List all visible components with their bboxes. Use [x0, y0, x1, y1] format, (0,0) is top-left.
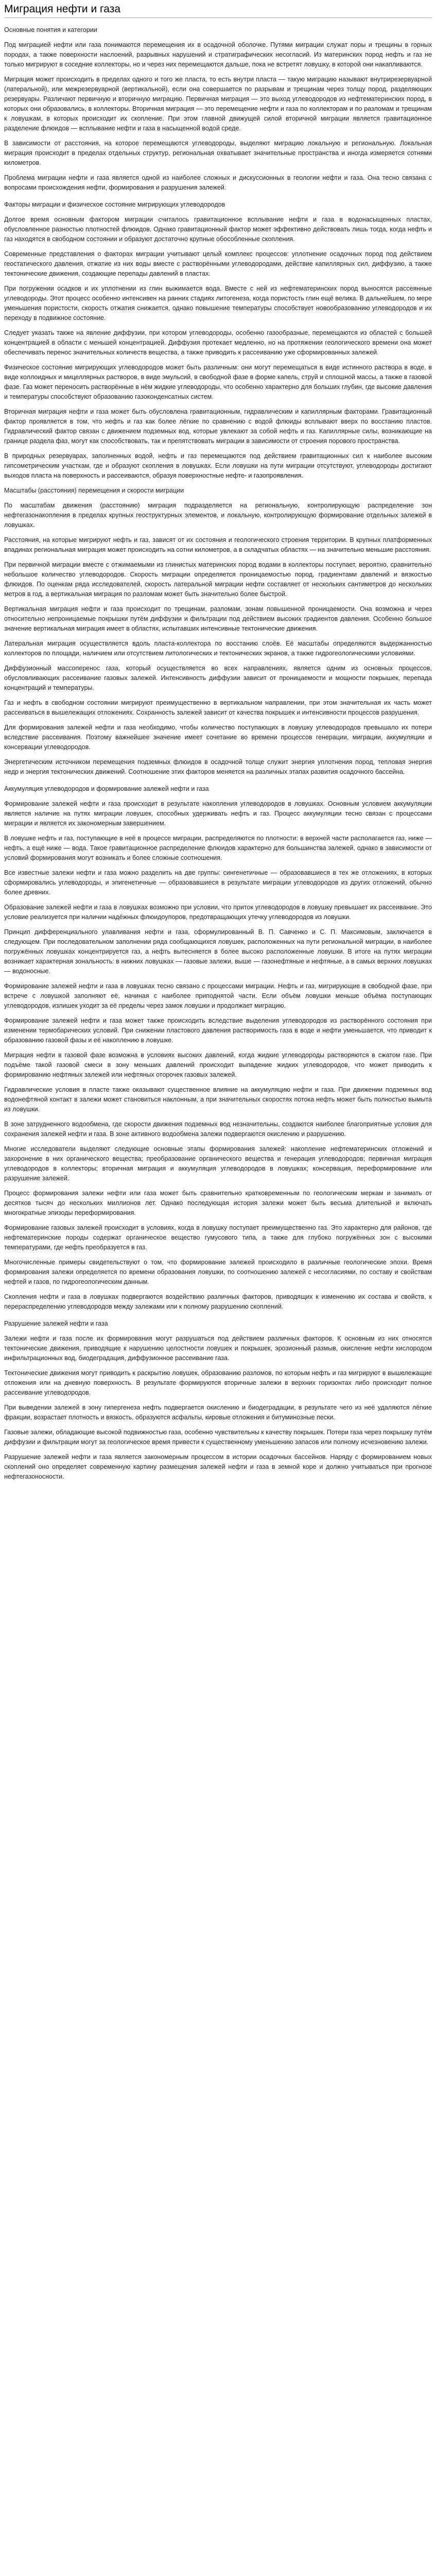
paragraph: Миграция нефти в газовой фазе возможна в условиях высоких давлений, когда жидкие углеводороды растворяются в сжатом газе. При подъёме такой газовой смеси в зону меньших давлений происходит выпадение жидких углеводородов, что может приводить к формированию нефтяных залежей или нефтяных оторочек газовых залежей. [4, 1052, 432, 1078]
paragraph: Образование залежей нефти и газа в ловушках возможно при условии, что приток углеводородов в ловушку превышает их рассеивание. Это условие реализуется при наличии надёжных флюидоупоров, предотвращающих утечку углеводородов из ловушки. [4, 904, 432, 921]
paragraph: Вертикальная миграция нефти и газа происходит по трещинам, разломам, зонам повышенной проницаемости. Она возможна и через относительно непроницаемые покрышки путём диффузии и фильтрации под действием высоких градиентов давления. Особенно большое значение вертикальная миграция имеет в областях, испытавших интенсивные тектонические движения. [4, 605, 432, 632]
paragraph: Разрушение залежей нефти и газа является закономерным процессом в истории осадочных бассейнов. Наряду с формированием новых скоплений оно определяет современную картину размещения залежей нефти и газа в земной коре и должно учитываться при прогнозе нефтегазоносности. [4, 1453, 432, 1480]
paragraph: Залежи нефти и газа после их формирования могут разрушаться под действием различных факторов. К основным из них относятся тектонические движения, приводящие к нарушению целостности ловушек и покрышек, эрозионный размыв, окисление нефти кислородом инфильтрационных вод, биодеградация, диффузионное рассеивание газа. [4, 1335, 432, 1362]
paragraph: Формирование газовых залежей происходит в условиях, когда в ловушку поступает преимущественно газ. Это характерно для районов, где нефтематеринские породы содержат органическое вещество гумусового типа, а также для глубоко погружённых зон с высокими температурами, где нефть преобразуется в газ. [4, 1224, 432, 1251]
paragraph: В ловушке нефть и газ, поступающие в неё в процессе миграции, распределяются по плотности: в верхней части располагается газ, ниже — нефть, а ещё ниже — вода. Такое гравитационное распределение флюидов характерно для большинства залежей, однако в зависимости от условий формирования могут возникать и более сложные соотношения. [4, 835, 432, 861]
section-heading: Разрушение залежей нефти и газа [4, 1320, 108, 1327]
paragraph: Газ и нефть в свободном состоянии мигрируют преимущественно в вертикальном направлении, при этом значительная их часть может рассеиваться в вышележащих отложениях. Сохранность залежей зависит от качества покрышек и интенсивности процессов разрушения. [4, 699, 432, 716]
paragraph: Газовые залежи, обладающие высокой подвижностью газа, особенно чувствительны к качеству покрышек. Потери газа через покрышку путём диффузии и фильтрации могут за геологическое время привести к существенному уменьшению запасов или полному исчезновению залежи. [4, 1429, 432, 1446]
paragraph: Энергетическим источником перемещения подземных флюидов в осадочной толще служит энергия уплотнения пород, тепловая энергия недр и энергия тектонических движений. Соотношение этих факторов меняется на различных этапах развития осадочного бассейна. [4, 758, 432, 775]
page-title: Миграция нефти и газа [4, 3, 432, 18]
paragraph: Процесс формирования залежи нефти или газа может быть сравнительно кратковременным по геологическим меркам и занимать от десятков тысяч до нескольких миллионов лет. Однако последующая история залежи может быть весьма длительной и включать многократные эпизоды переформирования. [4, 1190, 432, 1216]
paragraph: Скопления нефти и газа в ловушках подвергаются воздействию различных факторов, приводящих к изменению их состава и свойств, к перераспределению углеводородов между залежами или к полному разрушению скоплений. [4, 1293, 432, 1310]
paragraph: Латеральная миграция осуществляется вдоль пласта-коллектора по восстанию слоёв. Её масштабы определяются выдержанностью коллекторов по площади, наличием или отсутствием литологических и тектонических экранов, а также гидрогеологическими условиями. [4, 640, 432, 657]
paragraph: Все известные залежи нефти и газа можно разделить на две группы: сингенетичные — образовавшиеся в тех же отложениях, в которых сформировались углеводороды, и эпигенетичные — образовавшиеся в результате миграции углеводородов из других отложений, обычно более древних. [4, 869, 432, 896]
section-heading: Аккумуляция углеводородов и формирование залежей нефти и газа [4, 785, 209, 792]
paragraph: Тектонические движения могут приводить к раскрытию ловушек, образованию разломов, по которым нефть и газ мигрируют в вышележащие отложения или на дневную поверхность. В результате формируются вторичные залежи в верхних горизонтах либо происходит полное рассеивание углеводородов. [4, 1369, 432, 1396]
paragraph: Расстояния, на которые мигрируют нефть и газ, зависят от их состояния и геологического строения территории. В крупных платформенных впадинах региональная миграция может происходить на сотни километров, а в складчатых областях — на значительно меньшие расстояния. [4, 536, 432, 553]
paragraph: Диффузионный массоперенос газа, который осуществляется во всех направлениях, является одним из основных процессов, обусловливающих рассеивание газовых залежей. Интенсивность диффузии зависит от проницаемости и мощности покрышек, перепада концентраций и температуры. [4, 665, 432, 691]
paragraph: Формирование залежей нефти и газа может также происходить вследствие выделения углеводородов из растворённого состояния при изменении термобарических условий. При снижении пластового давления растворимость газа в воде и нефти уменьшается, что приводит к образованию газовой фазы и её накоплению в ловушке. [4, 1017, 432, 1044]
article-content [4, 25, 432, 1482]
paragraph: Следует указать также на явление диффузии, при котором углеводороды, особенно газообразные, перемещаются из областей с большей концентрацией в области с меньшей концентрацией. Диффузия протекает медленно, но на протяжении геологического времени она может обеспечивать перенос значительных количеств вещества, а также приводить к рассеиванию уже сформированных залежей. [4, 329, 432, 356]
paragraph: Многие исследователи выделяют следующие основные этапы формирования залежей: накопление нефтематеринских отложений и захоронение в них органического вещества; преобразование органического вещества и генерация углеводородов; первичная миграция углеводородов в коллекторы; вторичная миграция и аккумуляция углеводородов в ловушках; консервация, переформирование или разрушение залежей. [4, 1145, 432, 1182]
paragraph: Для формирования залежей нефти и газа необходимо, чтобы количество поступающих в ловушку углеводородов превышало их потери вследствие рассеивания. Поэтому важнейшее значение имеет сочетание во времени процессов генерации, миграции, аккумуляции и консервации углеводородов. [4, 724, 432, 751]
paragraph: Под миграцией нефти или газа понимаются перемещения их в осадочной оболочке. Путями миграции служат поры и трещины в горных породах, а также поверхности наслоений, разрывных нарушений и стратиграфических несогласий. Из материнских пород нефть и газ не только мигрируют в соседние коллекторы, но и через них перемещаются дальше, пока не встретят ловушку, в которой они накапливаются. [4, 41, 432, 68]
paragraph: В природных резервуарах, заполненных водой, нефть и газ перемещаются под действием гравитационных сил к наиболее высоким гипсометрическим участкам, где и образуют скопления в ловушках. Если ловушки на пути миграции отсутствуют, углеводороды достигают выходов пласта на поверхность и рассеиваются, образуя поверхностные нефте- и газопроявления. [4, 452, 432, 479]
paragraph: Гидравлические условия в пласте также оказывают существенное влияние на аккумуляцию нефти и газа. При движении подземных вод водонефтяной контакт в залежи может становиться наклонным, а при значительных скоростях потока нефть может быть полностью вымыта из ловушки. [4, 1086, 432, 1113]
paragraph: Принцип дифференциального улавливания нефти и газа, сформулированный В. П. Савченко и С. П. Максимовым, заключается в следующем. При последовательном заполнении ряда сообщающихся ловушек, расположенных на пути региональной миграции, в наиболее погружённых ловушках концентрируется газ, а нефть вытесняется в более высоко расположенные ловушки. В итоге на путях миграции возникает характерная зональность: в нижних ловушках — газовые залежи, выше — газонефтяные и нефтяные, а в самых верхних ловушках — водоносные. [4, 928, 432, 975]
paragraph: В зоне затрудненного водообмена, где скорости движения подземных вод незначительны, создаются наиболее благоприятные условия для сохранения залежей нефти и газа. В зоне активного водообмена залежи подвергаются окислению и разрушению. [4, 1121, 432, 1138]
section-heading: Факторы миграции и физическое состояние мигрирующих углеводородов [4, 201, 225, 208]
paragraph: Проблема миграции нефти и газа является одной из наиболее сложных и дискуссионных в геологии нефти и газа. Она тесно связана с вопросами происхождения нефти, формирования и разрушения залежей. [4, 174, 432, 191]
paragraph: При выведении залежей в зону гипергенеза нефть подвергается окислению и биодеградации, в результате чего из неё удаляются лёгкие фракции, возрастает плотность и вязкость, образуются асфальты, кировые отложения и битуминозные пески. [4, 1404, 432, 1421]
paragraph: Современные представления о факторах миграции учитывают целый комплекс процессов: уплотнение осадочных пород под действием геостатического давления, отжатие из них воды вместе с растворёнными углеводородами, действие капиллярных сил, диффузию, а также тектонические движения, создающие перепады давлений в пластах. [4, 250, 432, 277]
paragraph: Формирование залежей нефти и газа происходит в результате накопления углеводородов в ловушках. Основным условием аккумуляции является наличие на путях миграции ловушек, способных удерживать нефть и газ. Процесс аккумуляции тесно связан с процессами миграции и является их закономерным завершением. [4, 800, 432, 827]
paragraph: Масштабы (расстояния) перемещения и скорости миграции [4, 487, 184, 494]
paragraph: Физическое состояние мигрирующих углеводородов может быть различным: они могут перемещаться в виде истинного раствора в воде, в виде коллоидных и мицеллярных растворов, в виде эмульсий, в свободной фазе в форме капель, струй и сплошной массы, а также в газовой фазе. Газ может переносить растворённые в нём жидкие углеводороды, что особенно характерно для больших глубин, где высокие давления и температуры способствуют образованию газоконденсатных систем. [4, 364, 432, 400]
paragraph: Миграция может происходить в пределах одного и того же пласта, то есть внутри пласта — такую миграцию называют внутрирезервуарной (латеральной), или межрезервуарной (вертикальной), если она совершается по разрывам и трещинам через толщу пород, разделяющих резервуары. Различают первичную и вторичную миграцию. Первичная миграция — это выход углеводородов из нефтематеринских пород, в которых они образовались, в коллекторы. Вторичная миграция — это перемещение нефти и газа по коллекторам и по разломам и трещинам к ловушкам, в которых происходит их скопление. При этом главной движущей силой вторичной миграции является гравитационное разделение флюидов — всплывание нефти и газа в насыщенной водой среде. [4, 76, 432, 132]
paragraph: Долгое время основным фактором миграции считалось гравитационное всплывание нефти и газа в водонасыщенных пластах, обусловленное разностью плотностей флюидов. Однако гравитационный фактор может эффективно действовать лишь тогда, когда нефть и газ находятся в свободном состоянии и образуют достаточно крупные обособленные скопления. [4, 216, 432, 243]
paragraph: По масштабам движения (расстоянию) миграция подразделяется на региональную, контролирующую распределение зон нефтегазонакопления в пределах крупных геоструктурных элементов, и локальную, контролирующую формирование отдельных залежей в ловушках. [4, 502, 432, 529]
paragraph: В зависимости от расстояния, на которое перемещаются углеводороды, выделяют миграцию локальную и региональную. Локальная миграция происходит в пределах отдельных структур, региональная охватывает значительные пространства и иногда измеряется сотнями километров. [4, 140, 432, 166]
paragraph: Вторичная миграция нефти и газа может быть обусловлена гравитационным, гидравлическим и капиллярным факторами. Гравитационный фактор проявляется в том, что нефть и газ как более лёгкие по сравнению с водой флюиды всплывают вверх по восстанию пластов. Гидравлический фактор связан с движением подземных вод, которые увлекают за собой нефть и газ. Капиллярные силы, возникающие на границе раздела фаз, могут как способствовать, так и препятствовать миграции в зависимости от строения порового пространства. [4, 408, 432, 445]
paragraph: Многочисленные примеры свидетельствуют о том, что формирование залежей происходило в различные геологические эпохи. Время формирования залежи определяется по времени образования ловушки, по соотношению залежей с несогласиями, по составу и свойствам нефтей и газов, по гидрогеологическим данным. [4, 1259, 432, 1285]
paragraph: При первичной миграции вместе с отжимаемыми из глинистых материнских пород водами в коллекторы поступает, вероятно, сравнительно небольшое количество углеводородов. Скорость миграции определяется проницаемостью пород, градиентами давлений и вязкостью флюидов. По оценкам ряда исследователей, скорость латеральной миграции нефти составляет от нескольких сантиметров до нескольких метров в год, а вертикальная миграция по разломам может быть значительно более быстрой. [4, 561, 432, 598]
section-heading: Основные понятия и категории [4, 26, 97, 33]
paragraph: При погружении осадков и их уплотнении из глин выжимается вода. Вместе с ней из нефтематеринских пород выносятся рассеянные углеводороды. Этот процесс особенно интенсивен на ранних стадиях литогенеза, когда пористость глин ещё велика. В дальнейшем, по мере уменьшения пористости, скорость отжатия снижается, однако повышение температуры способствует новообразованию углеводородов и их переходу в подвижное состояние. [4, 285, 432, 321]
paragraph: Формирование залежей нефти и газа в ловушках тесно связано с процессами миграции. Нефть и газ, мигрирующие в свободной фазе, при встрече с ловушкой заполняют её, начиная с наиболее приподнятой части. Если объём ловушки меньше объёма поступающих углеводородов, излишек уходит за её пределы через замок ловушки и продолжает миграцию. [4, 982, 432, 1009]
